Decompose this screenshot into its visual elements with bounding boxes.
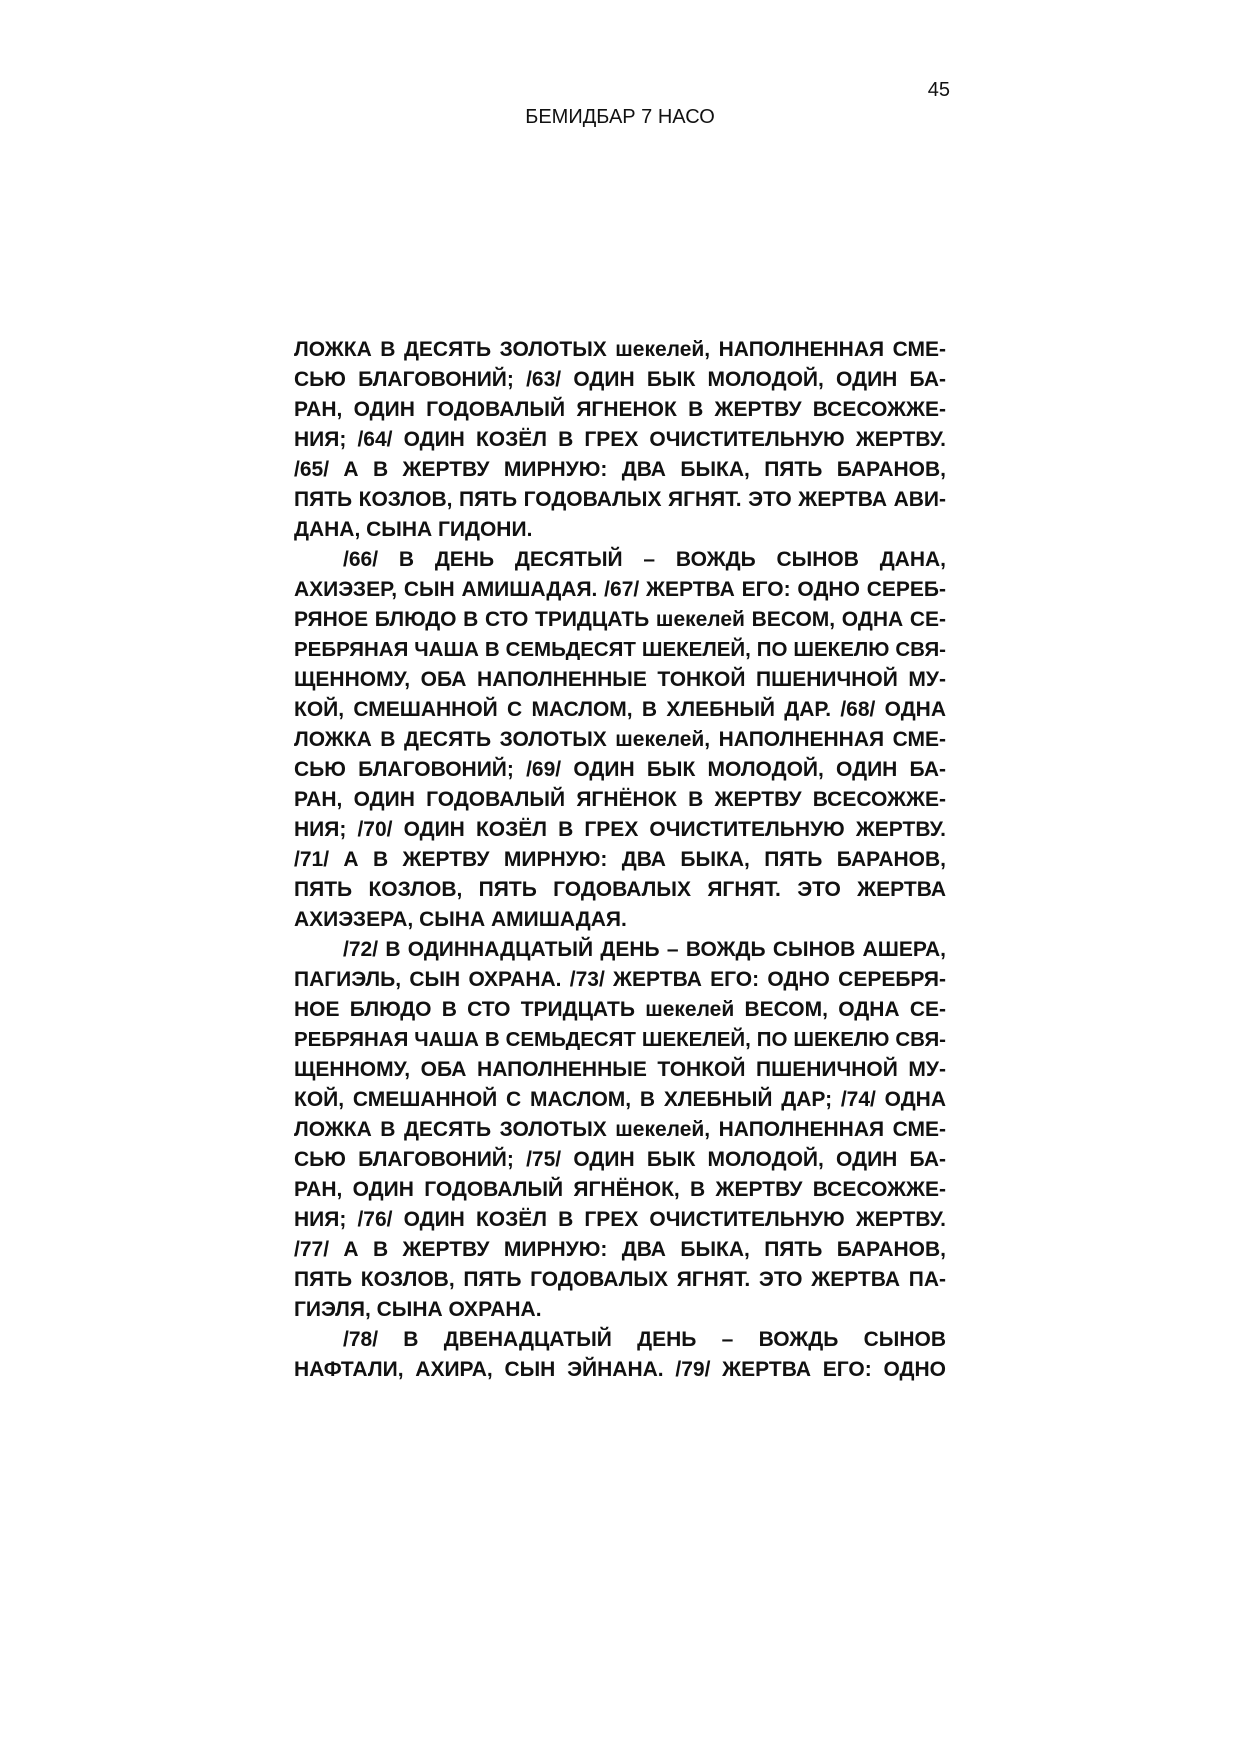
text-line: /72/ В ОДИННАДЦАТЫЙ ДЕНЬ – ВОЖДЬ СЫНОВ АШЕРА, (343, 938, 946, 961)
text-line: ДАНА, СЫНА ГИДОНИ. (294, 518, 533, 541)
text-line: НИЯ; /70/ ОДИН КОЗЁЛ В ГРЕХ ОЧИСТИТЕЛЬНУЮ ЖЕРТВУ. (294, 818, 946, 841)
text-line: АХИЭЗЕР, СЫН АМИШАДАЯ. /67/ ЖЕРТВА ЕГО: ОДНО СЕРЕБ- (294, 578, 946, 601)
page-number: 45 (927, 79, 950, 101)
text-line: ЛОЖКА В ДЕСЯТЬ ЗОЛОТЫХ шекелей, НАПОЛНЕННАЯ СМЕ- (294, 338, 946, 361)
text-line: КОЙ, СМЕШАННОЙ С МАСЛОМ, В ХЛЕБНЫЙ ДАР. /68/ ОДНА (294, 698, 946, 721)
text-line: ПЯТЬ КОЗЛОВ, ПЯТЬ ГОДОВАЛЫХ ЯГНЯТ. ЭТО ЖЕРТВА ПА- (294, 1268, 946, 1291)
text-line: НИЯ; /76/ ОДИН КОЗЁЛ В ГРЕХ ОЧИСТИТЕЛЬНУЮ ЖЕРТВУ. (294, 1208, 946, 1231)
text-line: /65/ А В ЖЕРТВУ МИРНУЮ: ДВА БЫКА, ПЯТЬ БАРАНОВ, (294, 458, 946, 481)
text-line: ЛОЖКА В ДЕСЯТЬ ЗОЛОТЫХ шекелей, НАПОЛНЕННАЯ СМЕ- (294, 728, 946, 751)
text-line: ЩЕННОМУ, ОБА НАПОЛНЕННЫЕ ТОНКОЙ ПШЕНИЧНОЙ МУ- (294, 1058, 946, 1081)
text-line: ПАГИЭЛЬ, СЫН ОХРАНА. /73/ ЖЕРТВА ЕГО: ОДНО СЕРЕБРЯ- (294, 968, 946, 991)
text-line: ГИЭЛЯ, СЫНА ОХРАНА. (294, 1298, 542, 1321)
text-line: АХИЭЗЕРА, СЫНА АМИШАДАЯ. (294, 908, 627, 931)
text-line: РАН, ОДИН ГОДОВАЛЫЙ ЯГНЕНОК В ЖЕРТВУ ВСЕСОЖЖЕ- (294, 398, 946, 421)
text-line: /66/ В ДЕНЬ ДЕСЯТЫЙ – ВОЖДЬ СЫНОВ ДАНА, (343, 548, 946, 571)
text-line: ПЯТЬ КОЗЛОВ, ПЯТЬ ГОДОВАЛЫХ ЯГНЯТ. ЭТО ЖЕРТВА (294, 878, 946, 901)
text-line: КОЙ, СМЕШАННОЙ С МАСЛОМ, В ХЛЕБНЫЙ ДАР; /74/ ОДНА (294, 1088, 946, 1111)
text-line: НОЕ БЛЮДО В СТО ТРИДЦАТЬ шекелей ВЕСОМ, ОДНА СЕ- (294, 998, 946, 1021)
text-line: РАН, ОДИН ГОДОВАЛЫЙ ЯГНЁНОК, В ЖЕРТВУ ВСЕСОЖЖЕ- (294, 1178, 946, 1201)
text-line: НАФТАЛИ, АХИРА, СЫН ЭЙНАНА. /79/ ЖЕРТВА ЕГО: ОДНО (294, 1358, 946, 1381)
text-line: РЕБРЯНАЯ ЧАША В СЕМЬДЕСЯТ ШЕКЕЛЕЙ, ПО ШЕКЕЛЮ СВЯ- (294, 638, 946, 661)
text-line: ПЯТЬ КОЗЛОВ, ПЯТЬ ГОДОВАЛЫХ ЯГНЯТ. ЭТО ЖЕРТВА АВИ- (294, 488, 946, 511)
text-line: ЩЕННОМУ, ОБА НАПОЛНЕННЫЕ ТОНКОЙ ПШЕНИЧНОЙ МУ- (294, 668, 946, 691)
text-line: НИЯ; /64/ ОДИН КОЗЁЛ В ГРЕХ ОЧИСТИТЕЛЬНУЮ ЖЕРТВУ. (294, 428, 946, 451)
text-line: СЬЮ БЛАГОВОНИЙ; /69/ ОДИН БЫК МОЛОДОЙ, ОДИН БА- (294, 758, 946, 781)
text-line: /78/ В ДВЕНАДЦАТЫЙ ДЕНЬ – ВОЖДЬ СЫНОВ (343, 1328, 946, 1351)
text-line: СЬЮ БЛАГОВОНИЙ; /75/ ОДИН БЫК МОЛОДОЙ, ОДИН БА- (294, 1148, 946, 1171)
running-header: БЕМИДБАР 7 НАСО (525, 106, 715, 128)
text-line: /77/ А В ЖЕРТВУ МИРНУЮ: ДВА БЫКА, ПЯТЬ БАРАНОВ, (294, 1238, 946, 1261)
text-line: ЛОЖКА В ДЕСЯТЬ ЗОЛОТЫХ шекелей, НАПОЛНЕННАЯ СМЕ- (294, 1118, 946, 1141)
text-line: РАН, ОДИН ГОДОВАЛЫЙ ЯГНЁНОК В ЖЕРТВУ ВСЕСОЖЖЕ- (294, 788, 946, 811)
text-line: РЯНОЕ БЛЮДО В СТО ТРИДЦАТЬ шекелей ВЕСОМ, ОДНА СЕ- (294, 608, 946, 631)
body-text (294, 335, 946, 1385)
text-line: РЕБРЯНАЯ ЧАША В СЕМЬДЕСЯТ ШЕКЕЛЕЙ, ПО ШЕКЕЛЮ СВЯ- (294, 1028, 946, 1051)
text-line: СЬЮ БЛАГОВОНИЙ; /63/ ОДИН БЫК МОЛОДОЙ, ОДИН БА- (294, 368, 946, 391)
text-line: /71/ А В ЖЕРТВУ МИРНУЮ: ДВА БЫКА, ПЯТЬ БАРАНОВ, (294, 848, 946, 871)
